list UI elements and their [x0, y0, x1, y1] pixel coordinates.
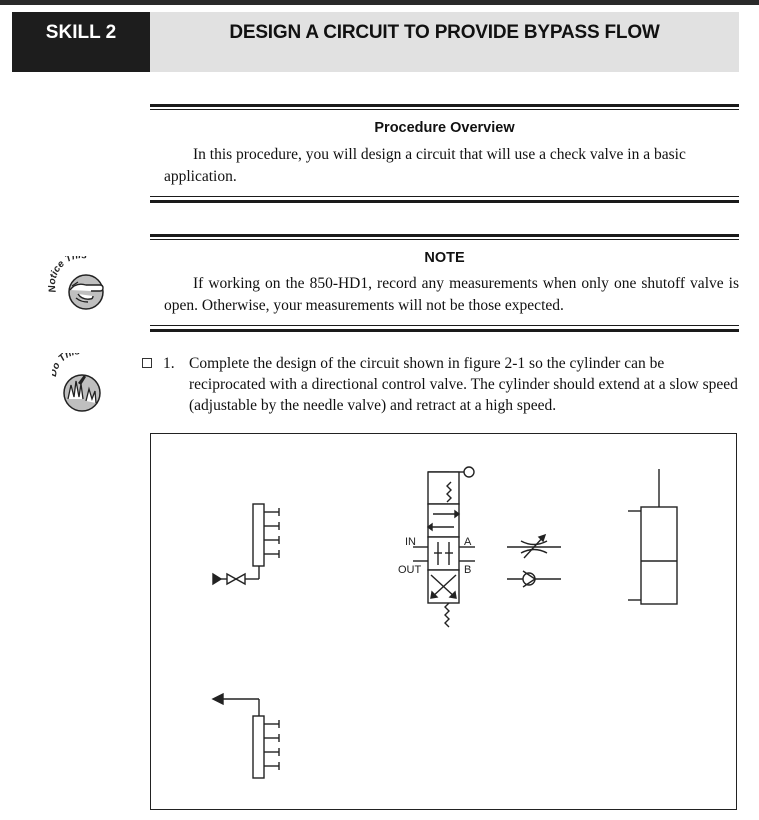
- svg-text:B: B: [464, 564, 472, 576]
- rule-bottom-note: [150, 329, 739, 332]
- circuit-figure: [150, 433, 737, 810]
- procedure-overview-text: In this procedure, you will design a circuit that will use a check valve in a basic application.: [164, 146, 686, 185]
- rule-bottom-note-thin: [150, 325, 739, 326]
- svg-text:Notice This: Notice Th: [48, 256, 80, 294]
- shutoff-valve-icon: [213, 574, 245, 584]
- needle-valve-icon: [507, 535, 561, 558]
- cylinder-icon: [628, 469, 677, 604]
- svg-text:OUT: OUT: [398, 564, 422, 576]
- page-title: DESIGN A CIRCUIT TO PROVIDE BYPASS FLOW: [150, 12, 739, 72]
- step-checkbox[interactable]: [142, 358, 152, 368]
- notice-this-icon: [48, 256, 116, 316]
- top-rule: [0, 0, 759, 5]
- rule-top-note: [150, 234, 739, 237]
- note-heading: NOTE: [424, 250, 465, 266]
- directional-control-valve-icon: [398, 467, 475, 627]
- rule-bottom-overview-thin: [150, 196, 739, 197]
- svg-text:IN: IN: [405, 536, 416, 548]
- check-valve-icon: [507, 571, 561, 587]
- rule-top-overview-thin: [150, 109, 739, 110]
- rule-bottom-overview: [150, 200, 739, 203]
- skill-label: SKILL 2: [12, 12, 150, 72]
- note-text: If working on the 850-HD1, record any measurements when only one shutoff valve is open. Otherwise, your measurements will not be those expected.: [164, 275, 739, 314]
- step-text: Complete the design of the circuit shown in figure 2-1 so the cylinder can be reciprocated with a directional control valve. The cylinder should extend at a slow speed (adjustable by the needle valve) and retract at a high speed.: [189, 355, 738, 414]
- pressure-manifold-icon: [245, 504, 279, 579]
- do-this-icon: [52, 353, 110, 415]
- procedure-overview-heading: Procedure Overview: [374, 120, 515, 136]
- rule-top-note-thin: [150, 239, 739, 240]
- rule-top-overview: [150, 104, 739, 107]
- return-manifold-icon: [213, 694, 279, 778]
- step-number: 1.: [163, 355, 175, 372]
- svg-text:A: A: [464, 536, 472, 548]
- svg-text:Do This: Th: [56, 353, 74, 365]
